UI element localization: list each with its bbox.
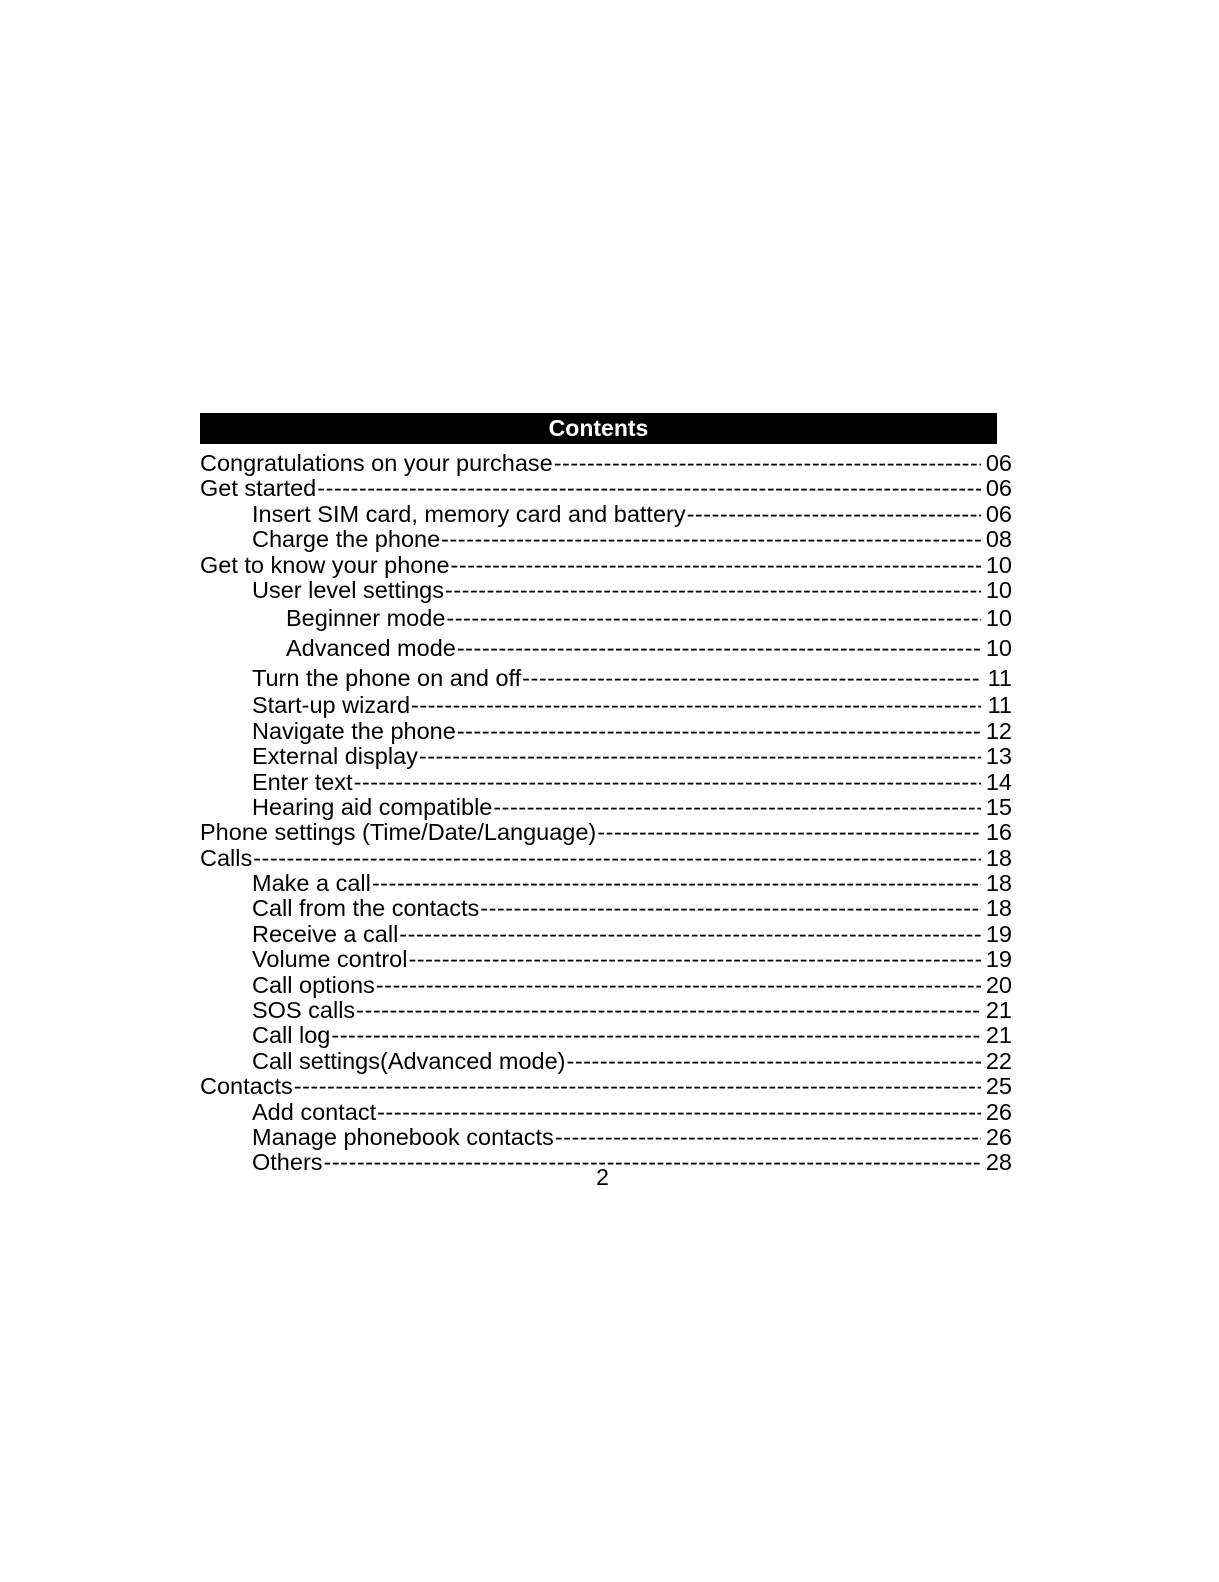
toc-entry-page: 06: [985, 501, 1012, 527]
toc-entry: [200, 973, 1012, 998]
toc-entry-page: 21: [985, 998, 1012, 1024]
toc-entry-page: 28: [985, 1150, 1012, 1176]
table-of-contents: [200, 413, 1012, 1176]
toc-entry: [200, 846, 1012, 871]
toc-entry-title: Call options: [252, 972, 375, 998]
toc-entry: [200, 719, 1012, 744]
toc-entry-page: 25: [985, 1074, 1012, 1100]
toc-entry-title: Receive a call: [252, 921, 399, 947]
toc-entry-page: 13: [985, 744, 1012, 770]
toc-entry-page: 11: [987, 665, 1012, 692]
dot-leader: [317, 476, 981, 501]
dot-leader: [567, 1049, 982, 1074]
toc-entry-page: 18: [985, 896, 1012, 922]
dot-leader: [376, 973, 981, 998]
toc-entry-page: 21: [985, 1023, 1012, 1049]
toc-entry-title: Calls: [200, 845, 253, 871]
toc-entry: [200, 871, 1012, 896]
dot-leader: [377, 1100, 981, 1125]
toc-entry-title: Hearing aid compatible: [252, 794, 493, 820]
dot-leader: [687, 502, 981, 527]
toc-entry: [200, 527, 1012, 552]
dot-leader: [294, 1074, 981, 1099]
toc-entry-title: Phone settings (Time/Date/Language): [200, 820, 597, 846]
dot-leader: [356, 998, 981, 1023]
toc-entry-title: Contacts: [200, 1074, 293, 1100]
toc-entry-page: 22: [985, 1048, 1012, 1074]
toc-entry: [200, 502, 1012, 527]
dot-leader: [331, 1023, 981, 1048]
toc-entry-title: Get started: [200, 476, 317, 502]
dot-leader: [451, 553, 981, 578]
toc-entry: [200, 553, 1012, 578]
toc-entry: [200, 451, 1012, 476]
toc-entry: [200, 1049, 1012, 1074]
toc-entry-title: Enter text: [252, 769, 353, 795]
toc-entry-title: Get to know your phone: [200, 552, 450, 578]
dot-leader: [446, 603, 981, 633]
dot-leader: [480, 896, 981, 921]
dot-leader: [445, 578, 981, 603]
toc-entry-title: User level settings: [252, 577, 444, 603]
toc-entry-title: Start-up wizard: [252, 693, 411, 719]
toc-entry: [200, 896, 1012, 921]
toc-entry-title: External display: [252, 744, 418, 770]
toc-entry-title: SOS calls: [252, 998, 356, 1024]
toc-entry-page: 11: [987, 693, 1012, 719]
toc-entry-title: Volume control: [252, 947, 408, 973]
toc-entry-page: 15: [985, 794, 1012, 820]
toc-entry-page: 20: [985, 972, 1012, 998]
toc-entry: [200, 578, 1012, 603]
toc-entry: [200, 947, 1012, 972]
toc-entry-page: 19: [985, 947, 1012, 973]
toc-entry: [200, 603, 1012, 633]
dot-leader: [408, 947, 981, 972]
toc-entry: [200, 795, 1012, 820]
dot-leader: [354, 770, 981, 795]
toc-entry-page: 19: [985, 921, 1012, 947]
toc-entry-page: 10: [985, 577, 1012, 603]
toc-entry-page: 14: [985, 769, 1012, 795]
toc-entry-title: Turn the phone on and off: [252, 665, 522, 692]
toc-entry: [200, 744, 1012, 769]
dot-leader: [457, 633, 981, 663]
dot-leader: [555, 1125, 981, 1150]
toc-entry: [200, 663, 1012, 693]
toc-entry: [200, 633, 1012, 663]
toc-entry-title: Beginner mode: [286, 605, 446, 632]
toc-entry-page: 26: [985, 1124, 1012, 1150]
page-number: 2: [596, 1164, 609, 1190]
toc-entry-page: 16: [985, 820, 1012, 846]
toc-entry: [200, 1023, 1012, 1048]
toc-entry: [200, 770, 1012, 795]
toc-entry: [200, 476, 1012, 501]
toc-entry-page: 10: [985, 635, 1012, 662]
dot-leader: [399, 922, 981, 947]
toc-entry-page: 26: [985, 1099, 1012, 1125]
toc-entry-title: Insert SIM card, memory card and battery: [252, 501, 686, 527]
toc-entry-title: Call log: [252, 1023, 331, 1049]
dot-leader: [522, 663, 981, 693]
dot-leader: [441, 527, 981, 552]
toc-entry-title: Congratulations on your purchase: [200, 451, 553, 476]
toc-entry-page: 06: [985, 476, 1012, 502]
toc-entry-page: 18: [985, 871, 1012, 897]
toc-list: [200, 451, 1012, 1176]
toc-entry-page: 10: [985, 605, 1012, 632]
toc-entry: [200, 922, 1012, 947]
toc-entry-page: 12: [985, 718, 1012, 744]
contents-heading: Contents: [200, 413, 997, 444]
dot-leader: [411, 693, 981, 718]
toc-entry-title: Add contact: [252, 1099, 377, 1125]
toc-entry: [200, 1074, 1012, 1099]
dot-leader: [419, 744, 981, 769]
dot-leader: [372, 871, 981, 896]
toc-entry: [200, 1100, 1012, 1125]
toc-entry-title: Others: [252, 1150, 323, 1176]
toc-entry: [200, 998, 1012, 1023]
toc-entry-title: Make a call: [252, 871, 371, 897]
toc-entry-page: 10: [985, 552, 1012, 578]
toc-entry-title: Charge the phone: [252, 527, 441, 553]
toc-entry-title: Manage phonebook contacts: [252, 1124, 554, 1150]
dot-leader: [457, 719, 981, 744]
dot-leader: [253, 846, 981, 871]
toc-entry: [200, 1125, 1012, 1150]
toc-entry-title: Call from the contacts: [252, 896, 480, 922]
toc-entry-title: Call settings(Advanced mode): [252, 1048, 566, 1074]
dot-leader: [493, 795, 981, 820]
toc-entry: [200, 693, 1012, 718]
toc-entry-page: 08: [985, 527, 1012, 553]
dot-leader: [597, 820, 981, 845]
toc-entry-title: Navigate the phone: [252, 718, 456, 744]
toc-entry-page: 06: [985, 451, 1012, 476]
toc-entry-title: Advanced mode: [286, 635, 456, 662]
toc-entry-page: 18: [985, 845, 1012, 871]
dot-leader: [554, 451, 981, 476]
toc-entry: [200, 820, 1012, 845]
